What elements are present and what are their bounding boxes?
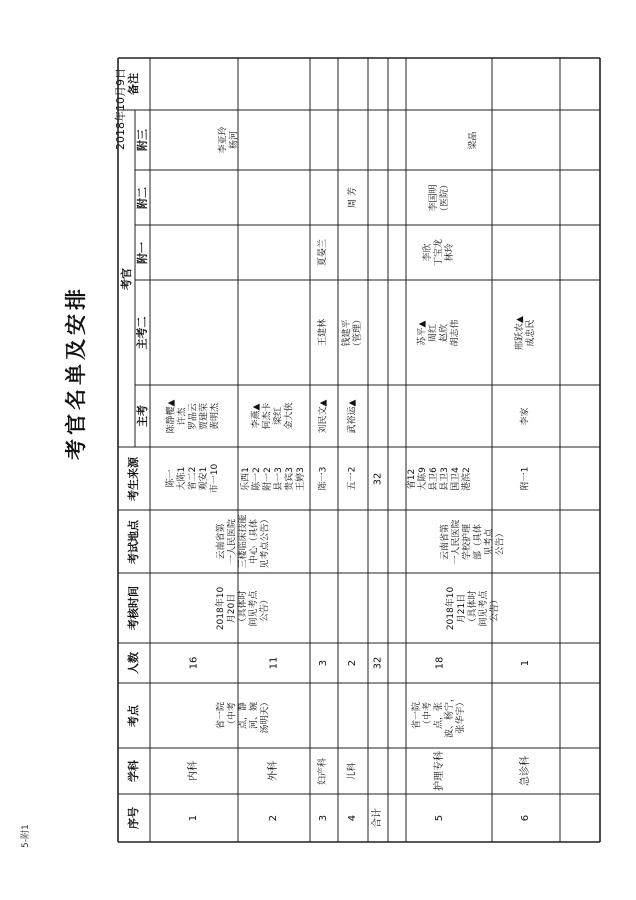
- header-examiners: 考官: [119, 267, 133, 290]
- table-row-4-subject: 儿科: [347, 761, 358, 781]
- exam-location-block-a: 云南省第 一人民医院 三楼临床技能 中心（具体 见考点公告）: [216, 514, 271, 569]
- table-row-6-chief: 李家: [520, 406, 531, 426]
- table-row-2-chief: 李燕▲ 何杰卡 梁红 金大侠: [251, 402, 295, 430]
- exam-location-block-b: 云南省第 一人民医院 学校护理 部（具体 见考点 公告）: [440, 518, 506, 565]
- table-row-5-extra: 梁晶: [468, 130, 479, 150]
- table-row-3-count: 3: [318, 659, 329, 667]
- document-date: 2018年10月9日: [114, 68, 127, 150]
- table-row-5-sub2: 李国明 （医院）: [428, 179, 450, 216]
- table-row-3-subject: 妇产科: [318, 757, 329, 785]
- exam-point-block-a: 省一院 （中考 点，静 河、婉 汤明天）: [216, 697, 271, 734]
- table-row-4-source: 五一2: [347, 466, 358, 491]
- header-exam-point: 考点: [127, 704, 140, 727]
- exam-time-block-b: 2018年10 月21日 （具体时 间见考点 公告）: [446, 586, 501, 630]
- table-row-6-seq: 6: [520, 814, 531, 822]
- table-row-5-examiner2: 苏平▲ 周红 赵欣 胡志伟: [417, 318, 461, 347]
- table-row-5-subject: 护理专科: [434, 751, 445, 791]
- table-row-3-seq: 3: [318, 814, 329, 822]
- table-row-1-subject: 内科: [188, 761, 199, 781]
- table-row-3-chief: 刘民文▲: [318, 399, 329, 433]
- header-subject: 学科: [127, 760, 140, 782]
- table-row-4-chief: 武裕运▲: [347, 399, 358, 433]
- table-row-3-sub1: 夏晏兰: [318, 238, 329, 267]
- table-row-6-examiner2: 邢跃农▲ 成忠民: [514, 315, 536, 350]
- table-row-5-sub1: 李欣 丁宝龙 林玲: [423, 238, 456, 267]
- table-row-1-count: 16: [187, 656, 199, 670]
- header-location: 考试地点: [127, 519, 140, 564]
- table-row-1-chief: 陈静樱▲ 许杰 罗晶云 贾建荣 黄明杰: [166, 399, 221, 433]
- table-row-5-source: 省12 大陈9 县卫6 县卫3 国卫4 港滨2: [406, 466, 472, 491]
- subtotal-source: 32: [371, 472, 383, 485]
- table-row-2-count: 11: [267, 656, 279, 670]
- table-row-1-source: 陈一 大陈1 省二2 观安1 市一10: [166, 463, 221, 494]
- table-row-4-count: 2: [347, 659, 358, 667]
- table-row-5-seq: 5: [434, 814, 445, 822]
- table-row-2-subject: 外科: [268, 761, 279, 781]
- header-examiner2: 主考二: [135, 316, 149, 349]
- page-mark: 5-附1: [21, 824, 31, 848]
- table-row-2-source: 乐西1 陈一2 附一2 县一3 贵宾3 王婷3: [240, 466, 306, 491]
- subtotal-label: 合计: [372, 808, 383, 828]
- table-row-1-seq: 1: [188, 814, 199, 822]
- table-row-6-subject: 急诊科: [520, 756, 531, 786]
- table-row-6-source: 附一1: [520, 466, 531, 491]
- table-row-3-source: 陈一3: [318, 466, 329, 491]
- header-sub2: 附二: [135, 186, 149, 209]
- header-count: 人数: [127, 652, 140, 674]
- table-row-2-seq: 2: [268, 814, 279, 822]
- table-row-3-examiner2: 王建林: [318, 318, 329, 347]
- exam-time-block-a: 2018年10 月20日 （具体时 间见考点 公告）: [216, 586, 271, 630]
- header-time: 考核时间: [127, 586, 140, 630]
- header-source: 考生来源: [127, 456, 140, 501]
- header-note: 备注: [127, 73, 140, 95]
- table-row-5-count: 18: [433, 656, 445, 670]
- exam-point-block-b: 省一院 （中考 点，张 波、杨宁， 张华宇）: [412, 692, 467, 739]
- table-row-4-seq: 4: [347, 814, 358, 822]
- table-row-6-count: 1: [520, 659, 531, 667]
- page-title: 考官名单及安排: [64, 285, 88, 460]
- subtotal-count: 32: [371, 656, 383, 670]
- header-sub3: 附三: [135, 129, 149, 151]
- header-seq: 序号: [127, 807, 140, 829]
- table-row-4-sub2: 周 芳: [347, 187, 358, 208]
- header-chief: 主考: [135, 405, 149, 427]
- header-sub1: 附一: [135, 241, 149, 264]
- table-row-2-extra: 李亚玲 杨河: [218, 126, 240, 154]
- table-row-4-examiner2: 钱建平 （管理）: [342, 314, 364, 351]
